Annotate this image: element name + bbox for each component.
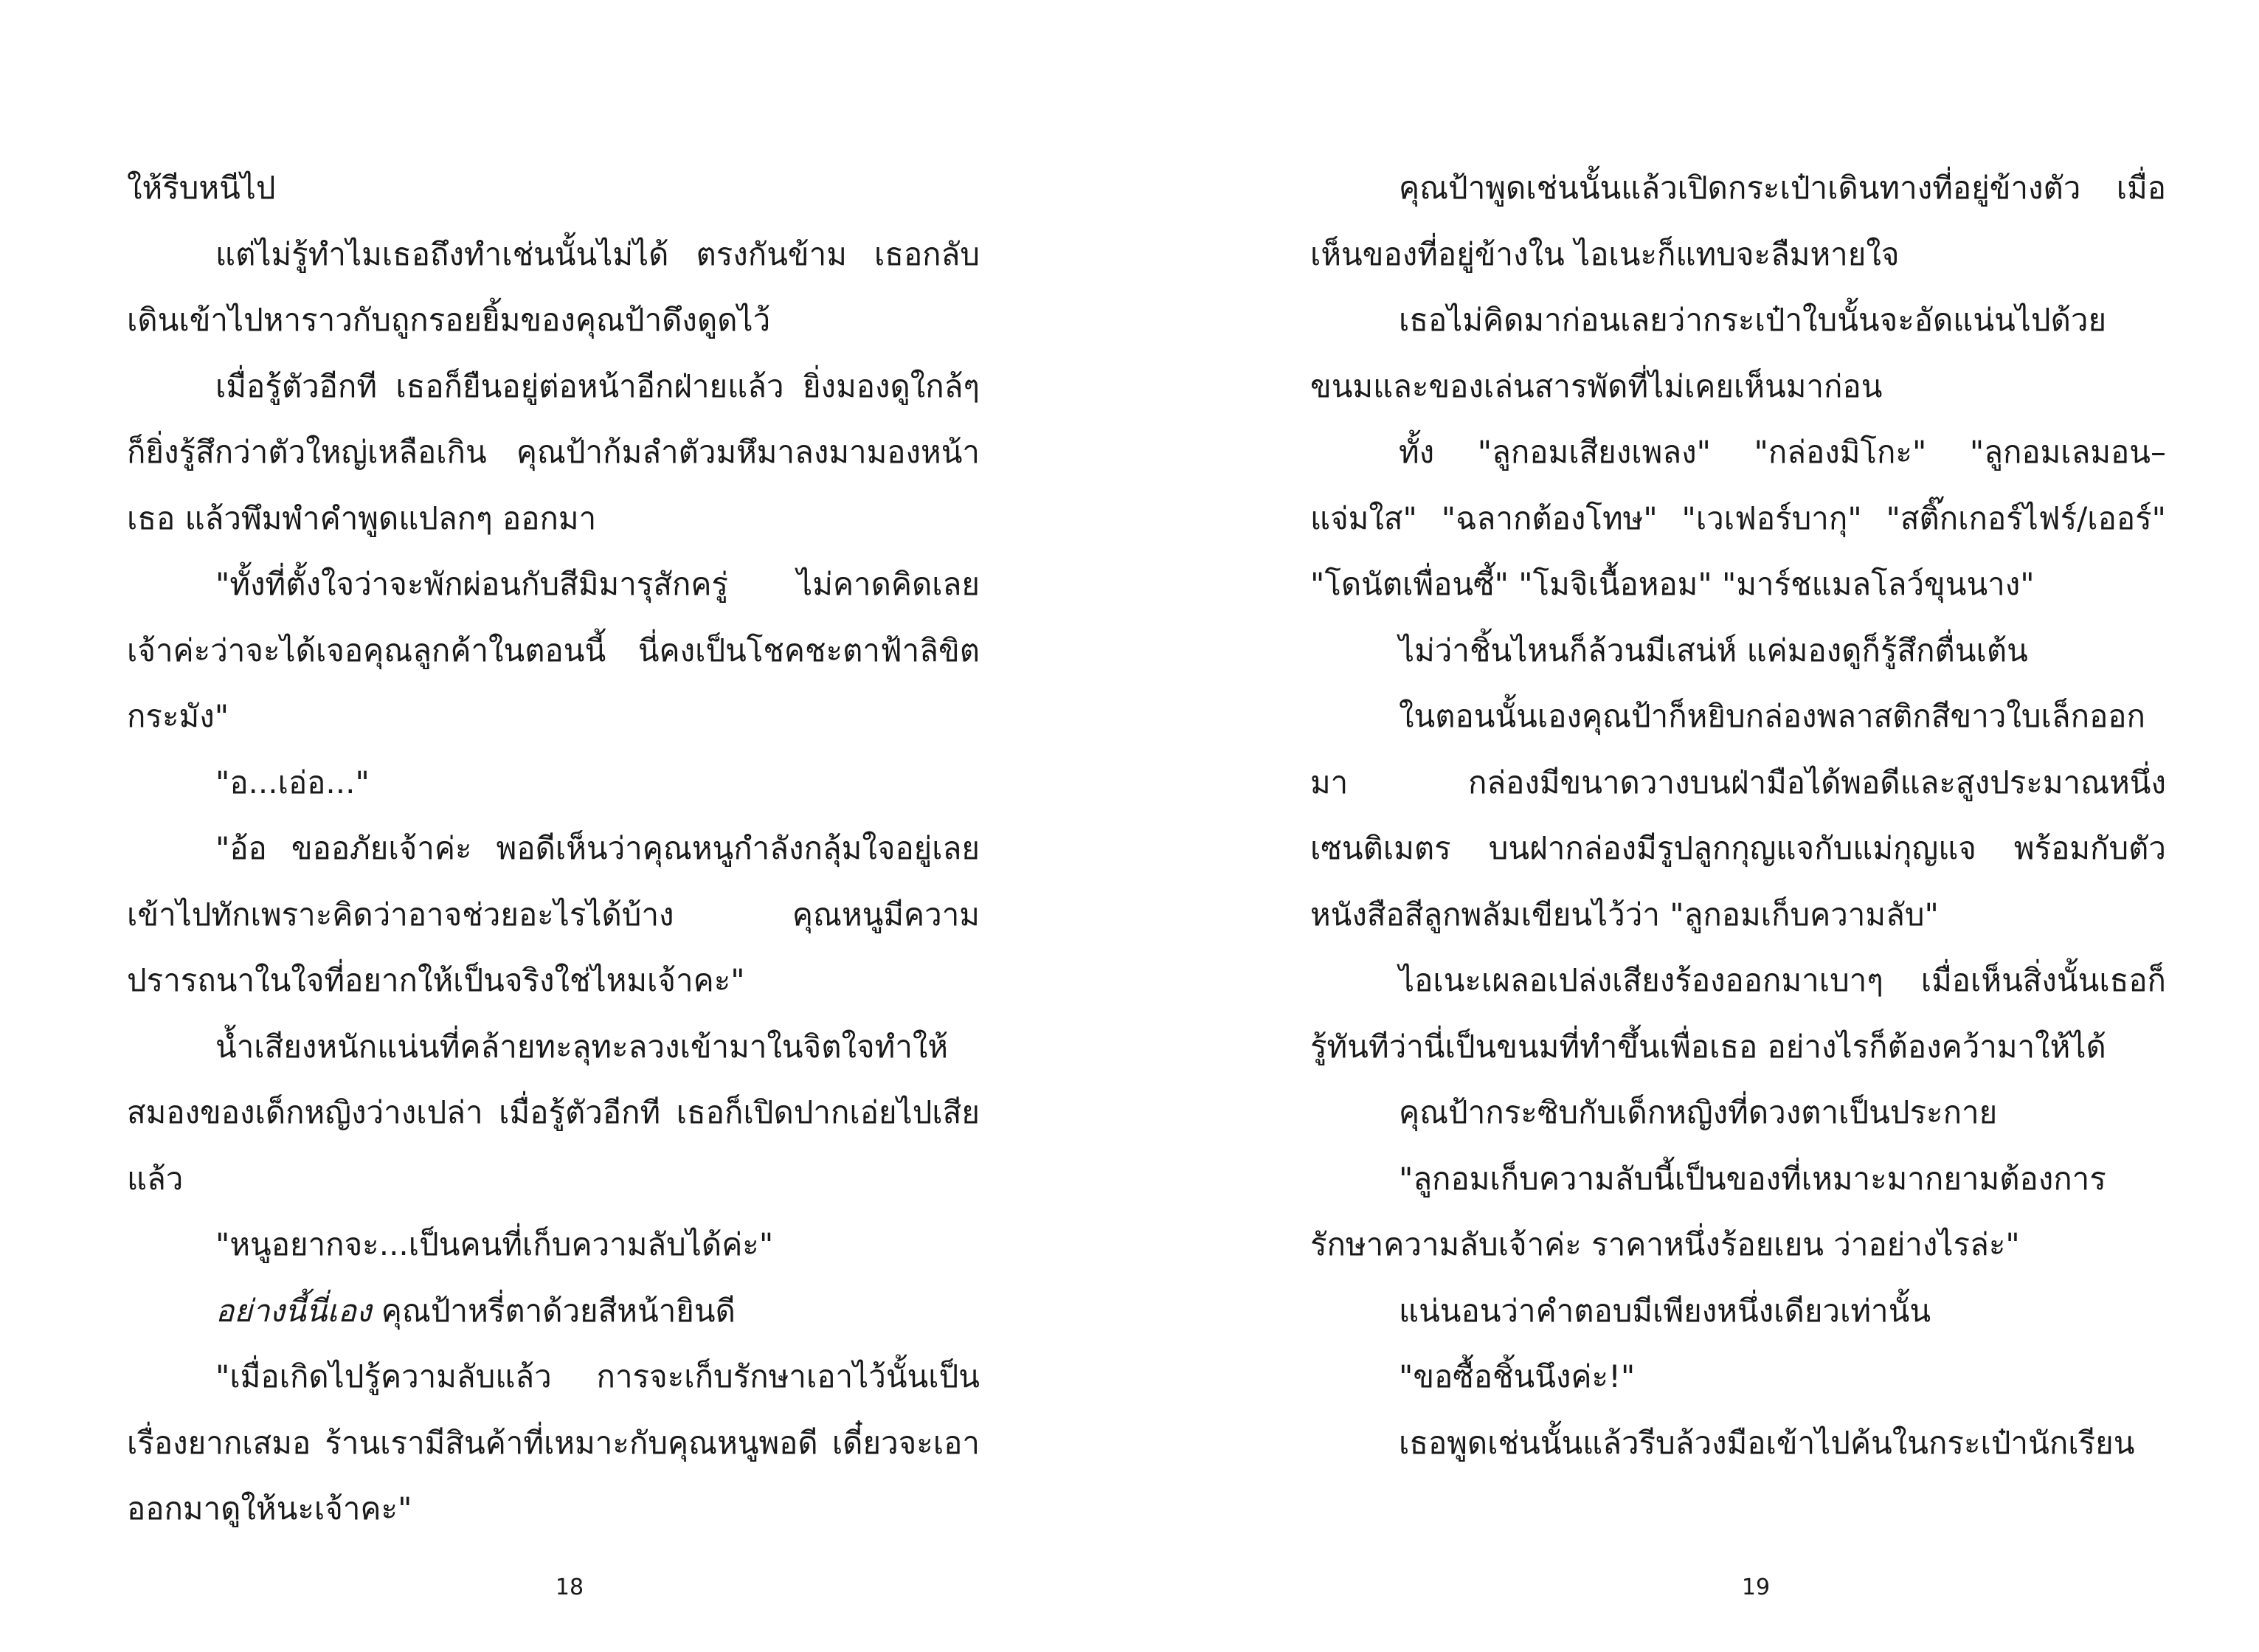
paragraph: "เมื่อเกิดไปรู้ความลับแล้ว การจะเก็บรักษาเอาไว้นั้นเป็นเรื่องยากเสมอ ร้านเรามีสินค้าที่เหมาะกับคุณหนูพอดี เดี๋ยวจะเอาออกมาดูให้นะเจ้าคะ" [127,1358,980,1527]
paragraph: เมื่อรู้ตัวอีกที เธอก็ยืนอยู่ต่อหน้าอีกฝ่ายแล้ว ยิ่งมองดูใกล้ๆ ก็ยิ่งรู้สึกว่าตัวใหญ่เหลือเกิน คุณป้าก้มลำตัวมหึมาลงมามองหน้าเธอ แล้วพึมพำคำพูดแปลกๆ ออกมา [127,367,980,536]
paragraph: คุณป้าพูดเช่นนั้นแล้วเปิดกระเป๋าเดินทางที่อยู่ข้างตัว เมื่อเห็นของที่อยู่ข้างใน ไอเนะก็แทบจะลืมหายใจ [1310,170,2166,272]
paragraph: เธอพูดเช่นนั้นแล้วรีบล้วงมือเข้าไปค้นในกระเป๋านักเรียน [1399,1424,2135,1461]
paragraph: "ทั้งที่ตั้งใจว่าจะพักผ่อนกับสีมิมารุสักครู่ ไม่คาดคิดเลยเจ้าค่ะว่าจะได้เจอคุณลูกค้าในตอนนี้ นี่คงเป็นโชคชะตาฟ้าลิขิตกระมัง" [127,566,980,734]
paragraph: คุณป้ากระซิบกับเด็กหญิงที่ดวงตาเป็นประกาย [1399,1094,1998,1130]
page-number: 18 [555,1575,584,1600]
right-page-body [1310,155,2166,1476]
paragraph-text: คุณป้าหรี่ตาด้วยสีหน้ายินดี [371,1292,736,1329]
paragraph-with-italic [127,1278,980,1344]
paragraph: แต่ไม่รู้ทำไมเธอถึงทำเช่นนั้นไม่ได้ ตรงกันข้าม เธอกลับเดินเข้าไปหาราวกับถูกรอยยิ้มของคุณป้าดึงดูดไว้ [127,235,980,338]
paragraph: "ขอซื้อชิ้นนึงค่ะ!" [1399,1358,1636,1394]
paragraph: "อ...เอ่อ..." [215,764,370,801]
paragraph: ไอเนะเผลอเปล่งเสียงร้องออกมาเบาๆ เมื่อเห็นสิ่งนั้นเธอก็รู้ทันทีว่านี่เป็นขนมที่ทำขึ้นเพื่อเธอ อย่างไรก็ต้องคว้ามาให้ได้ [1310,962,2166,1065]
paragraph: ในตอนนั้นเองคุณป้าก็หยิบกล่องพลาสติกสีขาวใบเล็กออกมา กล่องมีขนาดวางบนฝ่ามือได้พอดีและสูงประมาณหนึ่งเซนติเมตร บนฝากล่องมีรูปลูกกุญแจกับแม่กุญแจ พร้อมกับตัวหนังสือสีลูกพลัมเขียนไว้ว่า "ลูกอมเก็บความลับ" [1310,698,2166,933]
paragraph: ให้รีบหนีไป [127,170,276,206]
paragraph: แน่นอนว่าคำตอบมีเพียงหนึ่งเดียวเท่านั้น [1399,1292,1931,1329]
left-page-body [127,155,980,1542]
paragraph: น้ำเสียงหนักแน่นที่คล้ายทะลุทะลวงเข้ามาในจิตใจทำให้สมองของเด็กหญิงว่างเปล่า เมื่อรู้ตัวอีกที เธอก็เปิดปากเอ่ยไปเสียแล้ว [127,1028,980,1197]
italic-phrase: อย่างนี้นี่เอง [215,1292,372,1329]
paragraph: ทั้ง "ลูกอมเสียงเพลง" "กล่องมิโกะ" "ลูกอมเลมอน–แจ่มใส" "ฉลากต้องโทษ" "เวเฟอร์บากุ" "สติ๊กเกอร์ไฟร์/เออร์" "โดนัตเพื่อนซี้" "โมจิเนื้อหอม" "มาร์ชแมลโลว์ขุนนาง" [1310,434,2166,602]
paragraph: "อ้อ ขออภัยเจ้าค่ะ พอดีเห็นว่าคุณหนูกำลังกลุ้มใจอยู่เลยเข้าไปทักเพราะคิดว่าอาจช่วยอะไรได้บ้าง คุณหนูมีความปรารถนาในใจที่อยากให้เป็นจริงใช่ไหมเจ้าคะ" [127,830,980,998]
page-number: 19 [1741,1575,1771,1600]
paragraph: "หนูอยากจะ...เป็นคนที่เก็บความลับได้ค่ะ" [215,1226,774,1262]
right-page [1130,0,2259,1652]
paragraph: ไม่ว่าชิ้นไหนก็ล้วนมีเสน่ห์ แค่มองดูก็รู้สึกตื่นเต้น [1399,632,2028,668]
paragraph: เธอไม่คิดมาก่อนเลยว่ากระเป๋าใบนั้นจะอัดแน่นไปด้วยขนมและของเล่นสารพัดที่ไม่เคยเห็นมาก่อน [1310,302,2107,404]
paragraph: "ลูกอมเก็บความลับนี้เป็นของที่เหมาะมากยามต้องการรักษาความลับเจ้าค่ะ ราคาหนึ่งร้อยเยน ว่าอย่างไรล่ะ" [1310,1160,2106,1262]
